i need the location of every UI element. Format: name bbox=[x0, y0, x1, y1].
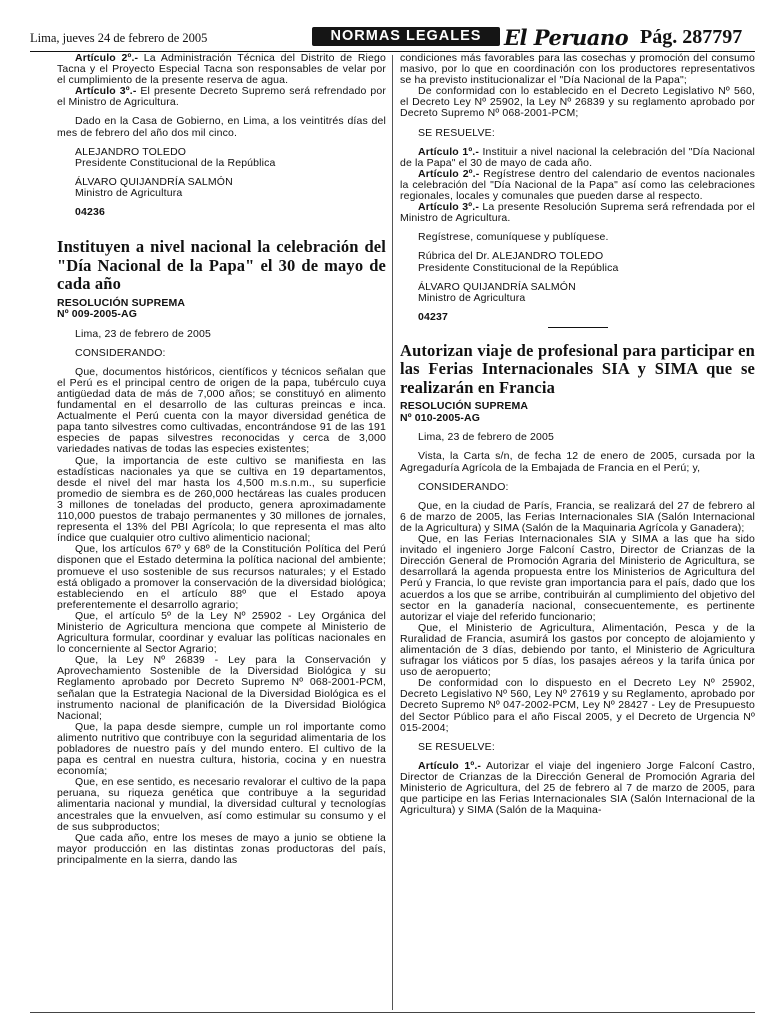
article-label: Artículo 1º.- bbox=[418, 759, 482, 772]
dado-paragraph: Dado en la Casa de Gobierno, en Lima, a los veintitrés días del mes de febrero del año dos mil cinco. bbox=[57, 115, 386, 139]
signature-name: ÁLVARO QUIJANDRÍA SALMÓN bbox=[75, 175, 233, 188]
article-3: Artículo 3º.- La presente Resolución Suprema será refrendada por el Ministro de Agricultura. bbox=[400, 201, 755, 225]
signature-name: ALEJANDRO TOLEDO bbox=[75, 145, 187, 158]
paragraph: Que, en ese sentido, es necesario revalorar el cultivo de la papa peruana, su riqueza genética que contribuye a la seguridad alimentaria nacional y mundial, la diversidad cultural y tecnologías ancestrales que la envuelven, así como estimular su consumo y el de sus subproductos; bbox=[57, 776, 386, 833]
section-banner: NORMAS LEGALES bbox=[312, 27, 500, 46]
resolution-title: Autorizan viaje de profesional para participar en las Ferias Internacionales SIA y SIMA que se realizarán en Francia bbox=[400, 340, 755, 397]
resolution-title: Instituyen a nivel nacional la celebración del "Día Nacional de la Papa" el 30 de mayo de cada año bbox=[57, 237, 386, 294]
article-label: Artículo 3º.- bbox=[75, 85, 137, 98]
considerando-heading: CONSIDERANDO: bbox=[75, 346, 166, 359]
header-date: Lima, jueves 24 de febrero de 2005 bbox=[30, 31, 208, 45]
article-2: Artículo 2º.- Regístrese dentro del calendario de eventos nacionales la celebración del "Día Nacional de la Papa" así como las celebraciones regionales, locales y comunales que pueden darse al respecto. bbox=[400, 167, 755, 203]
vista-paragraph: Vista, la Carta s/n, de fecha 12 de enero de 2005, cursada por la Agregaduría Agrícola de la Embajada de Francia en el Perú; y, bbox=[400, 450, 755, 474]
paragraph: Que, la papa desde siempre, cumple un rol importante como alimento nutritivo que contribuye con la seguridad alimentaria de los pobladores de nuestro país y del mundo entero. El cultivo de la papa es central en nuestra cultura, historia, cocina y en nuestra economía; bbox=[57, 720, 386, 778]
bottom-rule bbox=[30, 1012, 755, 1013]
paragraph: Que cada año, entre los meses de mayo a junio se obtiene la mayor producción en las distintas zonas productoras del país, principalmente en la sierra, dando las bbox=[57, 831, 386, 866]
article-label: Artículo 3º.- bbox=[418, 201, 479, 214]
signature-role: Presidente Constitucional de la República bbox=[75, 156, 276, 169]
paragraph: Que, la importancia de este cultivo se manifiesta en las estadísticas nacionales ya que se cultiva en 19 departamentos, desde el nivel del mar hasta los 4,500 m.s.n.m., su superficie promedio de siembra es de 260,000 hectáreas las cuales producen 3 millones de toneladas del producto, genera aproximadamente 110,000 puestos de trabajo permanentes y 30 millones de jornales, representa el 13% del PBI Agrícola; lo que representa el mas alto índice que cualquier otro cultivo alimenticio nacional; bbox=[57, 454, 386, 545]
signature-role: Ministro de Agricultura bbox=[75, 186, 183, 199]
newspaper-logo: El Peruano bbox=[504, 25, 629, 50]
paragraph: Que, la Ley Nº 26839 - Ley para la Conservación y Aprovechamiento Sostenible de la Diversidad Biológica y su Reglamento aprobado por Decreto Supremo Nº 068-2001-PCM, señalan que la Estrategia Nacional de la Diversidad Biológica es el instrumento nacional de planificación de la Diversidad Biológica Nacional; bbox=[57, 654, 386, 722]
paragraph: Que, documentos históricos, científicos y técnicos señalan que el Perú es el principal centro de origen de la papa, tubérculo cuya antigüedad data de más de 7,000 años; se constituyó en alimento fundamental en el desarrollo de las culturas preincas e inca. Actualmente el Perú cuenta con la mayor diversidad genética de papa tanto silvestres como cultivadas, encontrándose 91 de las 191 especies de papas silvestres reconocidas y cerca de 3,000 variedades nativas de todas las especies existentes; bbox=[57, 365, 386, 456]
left-column bbox=[57, 53, 386, 1008]
closing-formula: Regístrese, comuníquese y publíquese. bbox=[418, 231, 609, 244]
article-1: Artículo 1º.- Instituir a nivel nacional la celebración del "Día Nacional de la Papa" el 30 de mayo de cada año. bbox=[400, 145, 755, 169]
se-resuelve-heading: SE RESUELVE: bbox=[418, 740, 495, 753]
signature-role: Presidente Constitucional de la República bbox=[418, 261, 619, 274]
resolution-type: RESOLUCIÓN SUPREMA bbox=[57, 296, 186, 309]
article-label: Artículo 2º.- bbox=[75, 53, 139, 64]
rubrica: Rúbrica del Dr. ALEJANDRO TOLEDO bbox=[418, 250, 604, 263]
resolution-type: RESOLUCIÓN SUPREMA bbox=[400, 400, 529, 413]
paragraph: Que, los artículos 67º y 68º de la Constitución Política del Perú disponen que el Estado determina la política nacional del ambiente; promueve el uso sostenible de sus recursos naturales; y el Estado está obligado a promover la conservación de la diversidad biológica; estableciendo en el artículo 88º que el Estado apoya preferentemente el desarrollo agrario; bbox=[57, 543, 386, 611]
resolution-number: Nº 010-2005-AG bbox=[400, 411, 481, 424]
article-label: Artículo 2º.- bbox=[418, 167, 480, 180]
article-label: Artículo 1º.- bbox=[418, 145, 480, 158]
paragraph: Que, en las Ferias Internacionales SIA y SIMA a las que ha sido invitado el ingeniero Jorge Falconí Castro, Director de Crianzas de la Dirección General de Promoción Agraria del Ministerio de Agricultura, se desarrollará la agenda propuesta entre los Ministerios de Agricultura del Perú y Francia, lo que reviste gran importancia para el país, dado que los acuerdos a los que se arribe, contribuirán al cumplimiento del objetivo del sector en la ganadería nacional, consecuentemente, es pertinente autorizar el viaje del referido funcionario; bbox=[400, 533, 755, 623]
article-1: Artículo 1º.- Autorizar el viaje del ingeniero Jorge Falconí Castro, Director de Crianzas de la Dirección General de Promoción Agraria del Ministerio de Agricultura, del 25 de febrero al 7 de marzo de 2005, para que participe en las Ferias Internacionales SIA (Salón Internacional de la Agricultura) y SIMA (Salón de la Maquina- bbox=[400, 759, 755, 817]
paragraph: Que, en la ciudad de París, Francia, se realizará del 27 de febrero al 6 de marzo de 2005, las Ferias Internacionales SIA (Salón Internacional de la Agricultura) y SIMA (Salón de la Maquinaria Agrícola y Ganadera); bbox=[400, 499, 755, 534]
document-code: 04236 bbox=[75, 206, 105, 219]
paragraph: Que, el Ministerio de Agricultura, Alimentación, Pesca y de la Ruralidad de Francia, asumirá los gastos por concepto de alojamiento y alimentación de 3 días, debiendo por tanto, el Ministerio de Agricultura sufragar los viáticos por 5 días, los pasajes aéreos y la tarifa única por uso de aeropuerto; bbox=[400, 621, 755, 679]
considerando-heading: CONSIDERANDO: bbox=[418, 480, 509, 493]
signature-name: ÁLVARO QUIJANDRÍA SALMÓN bbox=[418, 280, 576, 293]
place-date: Lima, 23 de febrero de 2005 bbox=[75, 327, 211, 340]
paragraph: De conformidad con lo dispuesto en el Decreto Ley Nº 25902, Decreto Legislativo Nº 560, Ley Nº 27619 y su Reglamento, aprobado por Decreto Supremo Nº 047-2002-PCM, Ley Nº 28427 - Ley de Presupuesto del Sector Público para el año Fiscal 2005, y el Decreto de Urgencia Nº 015-2004; bbox=[400, 677, 755, 734]
paragraph: condiciones más favorables para las cosechas y promoción del consumo masivo, por lo que en coordinación con los productores representativos se ha previsto institucionalizar el "Día Nacional de la Papa"; bbox=[400, 53, 755, 87]
page-header bbox=[30, 26, 755, 50]
article-3: Artículo 3º.- El presente Decreto Supremo será refrendado por el Ministro de Agricultura. bbox=[57, 85, 386, 109]
se-resuelve-heading: SE RESUELVE: bbox=[418, 126, 495, 139]
header-rule bbox=[30, 51, 755, 52]
article-2: Artículo 2º.- La Administración Técnica del Distrito de Riego Tacna y el Proyecto Especial Tacna son responsables de velar por el cumplimiento de la presente reserva de agua. bbox=[57, 53, 386, 87]
signature-role: Ministro de Agricultura bbox=[418, 291, 526, 304]
place-date: Lima, 23 de febrero de 2005 bbox=[418, 431, 554, 444]
document-code: 04237 bbox=[418, 310, 448, 323]
right-column bbox=[400, 53, 755, 1008]
column-divider bbox=[392, 55, 393, 1010]
page-number: Pág. 287797 bbox=[640, 26, 743, 48]
resolution-number: Nº 009-2005-AG bbox=[57, 308, 138, 321]
paragraph: Que, el artículo 5º de la Ley Nº 25902 - Ley Orgánica del Ministerio de Agricultura menciona que compete al Ministerio de Agricultura formular, coordinar y evaluar las políticas nacionales en lo concerniente al Sector Agrario; bbox=[57, 609, 386, 656]
paragraph: De conformidad con lo establecido en el Decreto Legislativo Nº 560, el Decreto Ley Nº 25902, la Ley Nº 26839 y su reglamento aprobado por Decreto Supremo Nº 068-2001-PCM; bbox=[400, 85, 755, 120]
